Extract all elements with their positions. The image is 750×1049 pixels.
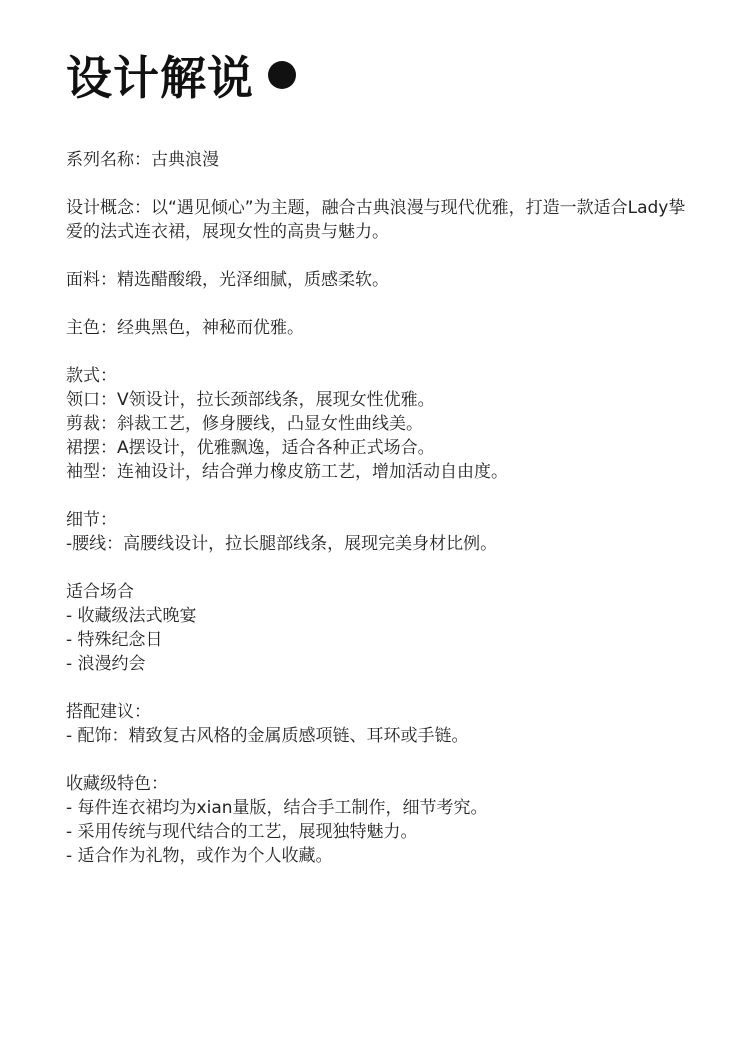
- styling-accessories: - 配饰：精致复古风格的金属质感项链、耳环或手链。: [66, 726, 469, 746]
- fabric-text: 面料：精选醋酸缎，光泽细腻，质感柔软。: [66, 270, 389, 290]
- series-block: [66, 148, 696, 172]
- collectible-item: - 每件连衣裙均为xian量版，结合手工制作，细节考究。: [66, 798, 488, 818]
- styling-block: [66, 700, 696, 748]
- series-name: 系列名称：古典浪漫: [66, 150, 219, 170]
- design-concept: 设计概念：以“遇见倾心”为主题，融合古典浪漫与现代优雅，打造一款适合Lady挚爱的法式连衣裙，展现女性的高贵与魅力。: [66, 198, 686, 242]
- style-heading: 款式：: [66, 366, 117, 386]
- collectible-heading: 收藏级特色：: [66, 774, 168, 794]
- style-block: [66, 364, 696, 484]
- concept-block: [66, 196, 696, 244]
- occasions-block: [66, 580, 696, 676]
- fabric-block: [66, 268, 696, 292]
- collectible-item: - 采用传统与现代结合的工艺，展现独特魅力。: [66, 822, 418, 842]
- bullet-dot-icon: [268, 61, 296, 89]
- page-title: 设计解说: [66, 51, 254, 105]
- style-neckline: 领口：V领设计，拉长颈部线条，展现女性优雅。: [66, 390, 435, 410]
- occasion-item: - 特殊纪念日: [66, 630, 163, 650]
- details-block: [66, 508, 696, 556]
- occasion-item: - 浪漫约会: [66, 654, 146, 674]
- title-row: [66, 40, 696, 110]
- occasion-item: - 收藏级法式晚宴: [66, 606, 197, 626]
- style-hem: 裙摆：A摆设计，优雅飘逸，适合各种正式场合。: [66, 438, 435, 458]
- collectible-item: - 适合作为礼物，或作为个人收藏。: [66, 846, 333, 866]
- style-sleeve: 袖型：连袖设计，结合弹力橡皮筋工艺，增加活动自由度。: [66, 462, 508, 482]
- main-color-block: [66, 316, 696, 340]
- occasions-heading: 适合场合: [66, 582, 134, 602]
- design-description-page: [66, 40, 696, 892]
- main-color-text: 主色：经典黑色，神秘而优雅。: [66, 318, 304, 338]
- details-waistline: -腰线：高腰线设计，拉长腿部线条，展现完美身材比例。: [66, 534, 498, 554]
- description-content: [66, 148, 696, 868]
- styling-heading: 搭配建议：: [66, 702, 151, 722]
- collectible-block: [66, 772, 696, 868]
- style-cut: 剪裁：斜裁工艺，修身腰线，凸显女性曲线美。: [66, 414, 423, 434]
- details-heading: 细节：: [66, 510, 117, 530]
